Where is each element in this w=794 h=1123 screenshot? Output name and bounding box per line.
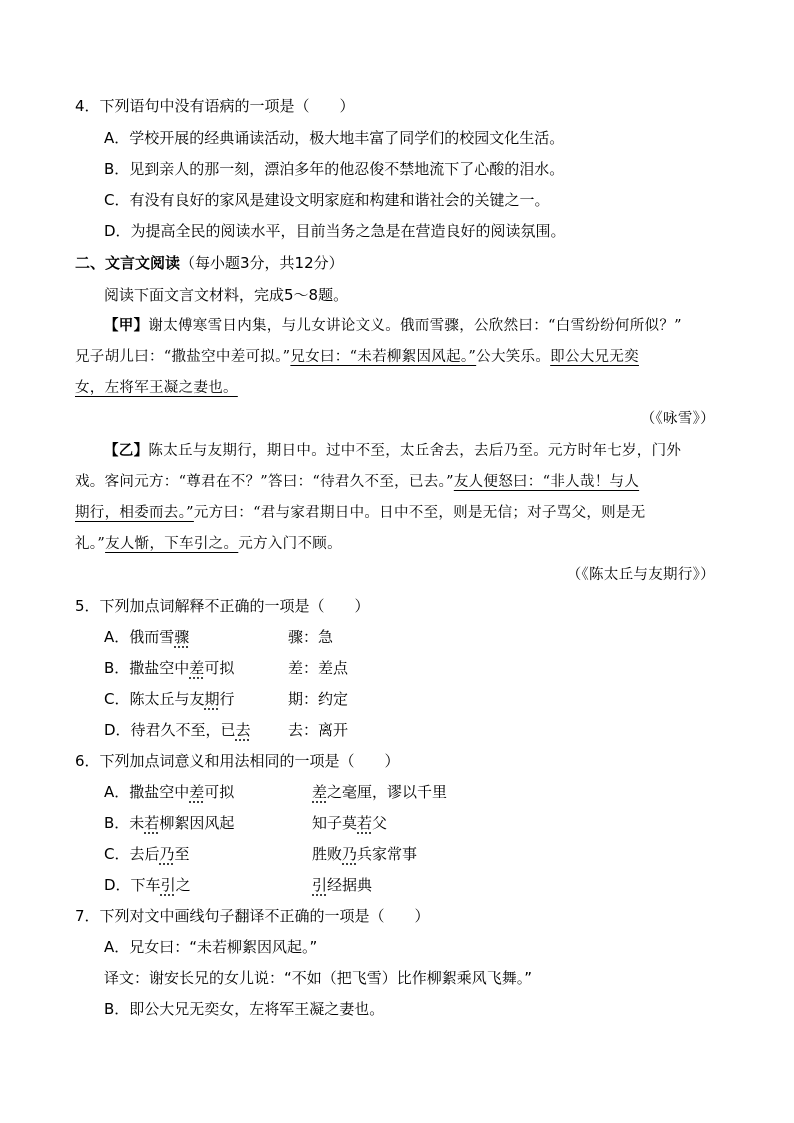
- dotted-word: 若: [144, 814, 160, 832]
- q6-pair-a: 差之毫厘，谬以千里: [312, 783, 448, 801]
- q5-option-b: B．撒盐空中差可拟: [104, 659, 235, 677]
- section-2-heading: [75, 253, 344, 273]
- dotted-word: 骤: [174, 628, 190, 646]
- q6-stem: 6．下列加点词意义和用法相同的一项是（ ）: [75, 752, 400, 770]
- passage-jia-label: 【甲】: [104, 317, 149, 334]
- q5-explain-d: 去：离开: [288, 721, 349, 739]
- q6-pair-d: 引经据典: [312, 876, 373, 894]
- q4-option-d: D．为提高全民的阅读水平，目前当务之急是在营造良好的阅读氛围。: [104, 222, 566, 240]
- passage-yi-underline-2: 友人惭，下车引之。: [105, 536, 239, 552]
- dotted-word: 乃: [342, 845, 358, 863]
- passage-jia-line-2: [75, 347, 639, 367]
- passage-yi-line-3: [75, 503, 646, 523]
- dotted-word: 差: [312, 783, 328, 801]
- dotted-word: 去: [235, 721, 251, 739]
- passage-jia-text-1: 谢太傅寒雪日内集，与儿女讲论文义。俄而雪骤，公欣然曰：“白雪纷纷何所似？”: [148, 318, 682, 334]
- passage-jia-source: （《咏雪》）: [640, 411, 715, 427]
- q4-option-b: B．见到亲人的那一刻，漂泊多年的他忍俊不禁地流下了心酸的泪水。: [104, 160, 565, 178]
- section-2-score-note: （每小题3分，共12分）: [180, 254, 344, 272]
- passage-yi-label: 【乙】: [104, 442, 149, 459]
- q5-explain-a: 骤：急: [288, 628, 334, 646]
- passage-yi-line-4: [75, 534, 342, 554]
- q7-stem: 7．下列对文中画线句子翻译不正确的一项是（ ）: [75, 907, 430, 925]
- q6-option-a: A．撒盐空中差可拟: [104, 783, 235, 801]
- passage-yi-text-2: 戏。客问元方：“尊君在不？”答曰：“待君久不至，已去。”: [75, 474, 454, 490]
- q5-option-c: C．陈太丘与友期行: [104, 690, 235, 708]
- q5-stem: 5．下列加点词解释不正确的一项是（ ）: [75, 597, 370, 615]
- passage-jia-text-2a: 兄子胡儿曰：“撒盐空中差可拟。”: [75, 349, 291, 365]
- q6-pair-b: 知子莫若父: [312, 814, 388, 832]
- q7-option-a: A．兄女曰：“未若柳絮因风起。”: [104, 938, 318, 956]
- dotted-word: 差: [189, 659, 205, 677]
- section-2-title: 二、文言文阅读: [75, 254, 181, 272]
- passage-jia-underline-2a: 即公大兄无奕: [550, 349, 639, 365]
- q4-option-a: A．学校开展的经典诵读活动，极大地丰富了同学们的校园文化生活。: [104, 129, 565, 147]
- passage-jia-underline-1: 兄女曰：“未若柳絮因风起。”: [290, 349, 477, 365]
- q6-option-b: B．未若柳絮因风起: [104, 814, 235, 832]
- passage-yi-text-1: 陈太丘与友期行，期日中。过中不至，太丘舍去，去后乃至。元方时年七岁，门外: [148, 443, 682, 459]
- passage-yi-source: （《陈太丘与友期行》）: [566, 567, 715, 583]
- passage-yi-text-4a: 礼。”: [75, 536, 106, 552]
- q6-option-c: C．去后乃至: [104, 845, 190, 863]
- passage-yi-text-4b: 元方入门不顾。: [238, 536, 342, 552]
- dotted-word: 乃: [159, 845, 175, 863]
- passage-jia-line-1: [104, 316, 682, 336]
- q5-explain-b: 差：差点: [288, 659, 349, 677]
- passage-jia-text-2b: 公大笑乐。: [476, 349, 551, 365]
- q7-option-b: B．即公大兄无奕女，左将军王凝之妻也。: [104, 1000, 385, 1018]
- passage-jia-underline-2b: 女，左将军王凝之妻也。: [75, 380, 238, 396]
- q5-option-a: A．俄而雪骤: [104, 628, 190, 646]
- q6-pair-c: 胜败乃兵家常事: [312, 845, 418, 863]
- q7-option-a-translation: 译文：谢安长兄的女儿说：“不如（把飞雪）比作柳絮乘风飞舞。”: [104, 969, 533, 987]
- section-2-instruction: 阅读下面文言文材料，完成5～8题。: [104, 286, 349, 304]
- dotted-word: 差: [189, 783, 205, 801]
- passage-yi-line-1: [104, 441, 681, 461]
- passage-yi-text-3: 元方曰：“君与家君期日中。日中不至，则是无信；对子骂父，则是无: [193, 505, 646, 521]
- q6-option-d: D．下车引之: [104, 876, 191, 894]
- q4-option-c: C．有没有良好的家风是建设文明家庭和构建和谐社会的关键之一。: [104, 191, 550, 209]
- passage-yi-line-2: [75, 472, 639, 492]
- q4-stem: 4．下列语句中没有语病的一项是（ ）: [75, 97, 355, 115]
- passage-yi-underline-1a: 友人便怒曰：“非人哉！与人: [453, 474, 640, 490]
- passage-jia-line-3: [75, 378, 238, 398]
- q5-explain-c: 期：约定: [288, 690, 349, 708]
- dotted-word: 引: [312, 876, 328, 894]
- dotted-word: 若: [357, 814, 373, 832]
- dotted-word: 期: [204, 690, 220, 708]
- dotted-word: 引: [160, 876, 176, 894]
- q5-option-d: D．待君久不至，已去: [104, 721, 251, 739]
- passage-yi-underline-1b: 期行，相委而去。”: [75, 505, 194, 521]
